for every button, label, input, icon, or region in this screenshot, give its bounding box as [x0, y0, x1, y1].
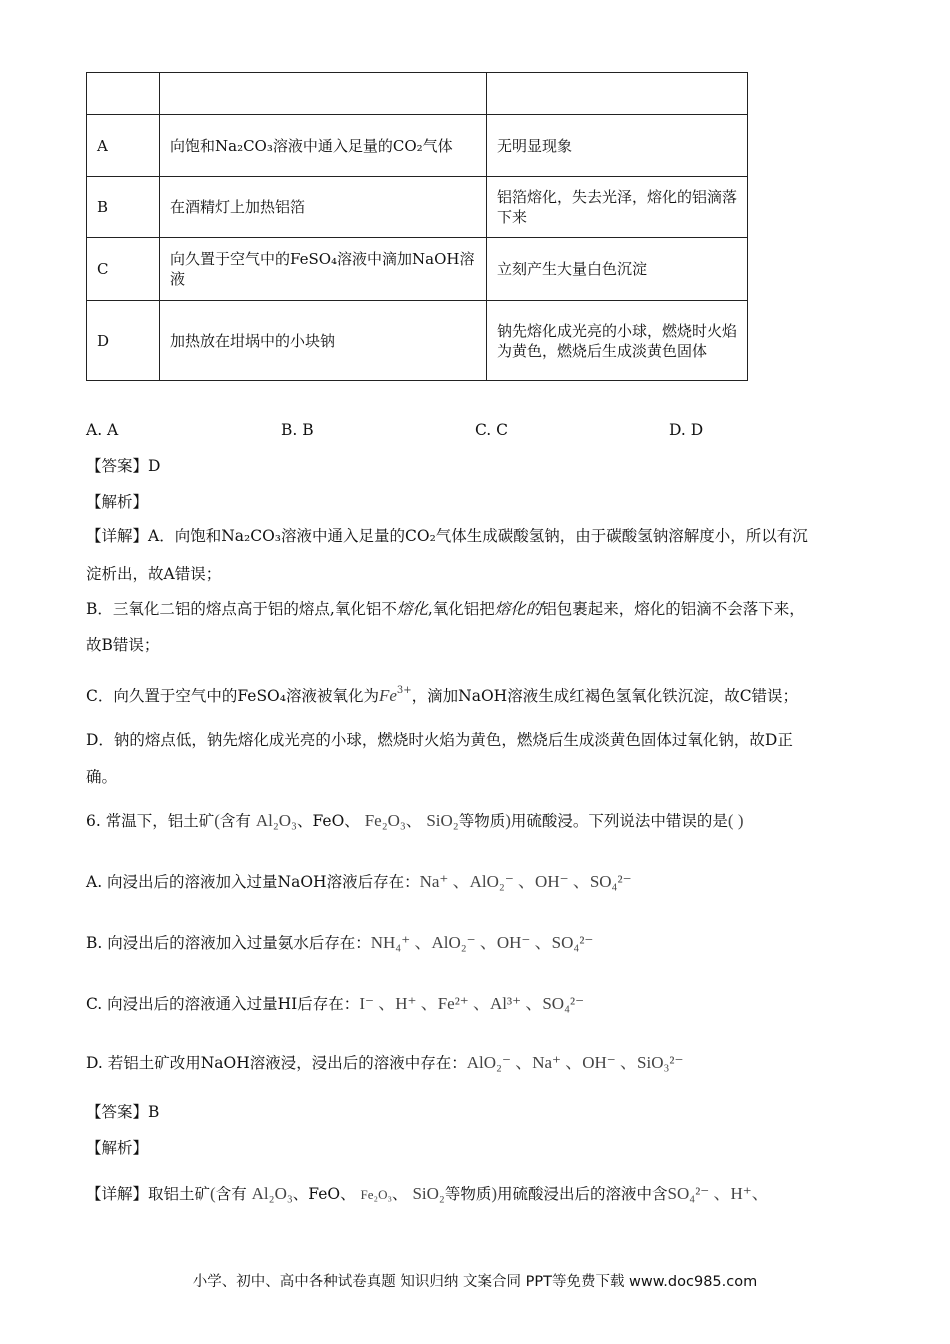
stem-text: 用硫酸浸。下列说法中错误的是 — [510, 812, 728, 830]
q5-detail-c-line — [86, 680, 798, 707]
detail-text: ,氧化铝把 — [427, 600, 495, 618]
ion-list: SO₄²⁻ 、H⁺、 — [667, 1184, 769, 1203]
row-operation: 向久置于空气中的FeSO₄溶液中滴加NaOH溶液 — [160, 238, 487, 301]
row-operation: 在酒精灯上加热铝箔 — [160, 177, 487, 238]
q5-detail-a-line1 — [86, 525, 808, 547]
q5-detail-b-line2: 故B错误； — [86, 636, 160, 654]
answer-blank: ( ) — [727, 811, 744, 830]
q6-option-b — [86, 932, 593, 954]
row-operation: 向饱和Na₂CO₃溶液中通入足量的CO₂气体 — [160, 115, 487, 177]
fe2o3-formula: Fe₂O₃ — [364, 811, 406, 830]
q6-stem — [86, 810, 743, 832]
table-header-cell — [87, 73, 160, 115]
table-header-row — [87, 73, 748, 115]
paren: ( — [210, 1184, 216, 1203]
q5-detail-a-line2: 淀析出，故A错误； — [86, 565, 222, 583]
table-header-cell — [487, 73, 748, 115]
q5-detail-b-line1 — [86, 598, 805, 620]
q5-option-a: A. A — [86, 421, 119, 439]
separator: 、FeO、 — [292, 1185, 356, 1203]
q5-analysis-tag: 【解析】 — [86, 493, 149, 511]
sio2-formula: SiO₂ — [426, 811, 459, 830]
ion-list: NH₄⁺ 、AlO₂⁻ 、OH⁻ 、SO₄²⁻ — [370, 933, 594, 952]
stem-text: 等物质 — [458, 812, 506, 830]
q6-option-a — [86, 871, 632, 893]
q5-option-b: B. B — [281, 421, 314, 439]
row-phenomenon: 钠先熔化成光亮的小球，燃烧时火焰为黄色，燃烧后生成淡黄色固体 — [487, 301, 748, 381]
paren: ( — [214, 811, 220, 830]
table-row — [87, 177, 748, 238]
row-operation: 加热放在坩埚中的小块钠 — [160, 301, 487, 381]
ion-list: Na⁺ 、AlO₂⁻ 、OH⁻ 、SO₄²⁻ — [419, 872, 632, 891]
answer-value: B — [148, 1103, 160, 1121]
option-text: B. 向浸出后的溶液加入过量氨水后存在： — [86, 934, 371, 952]
table-header-cell — [160, 73, 487, 115]
row-label: A — [87, 115, 160, 177]
option-text: D. 若铝土矿改用NaOH溶液浸，浸出后的溶液中存在： — [86, 1054, 467, 1072]
q5-detail-d-line1: D．钠的熔点低，钠先熔化成光亮的小球，燃烧时火焰为黄色，燃烧后生成淡黄色固体过氧化钠，故D正 — [86, 731, 793, 749]
q6-option-c — [86, 993, 584, 1015]
row-label: D — [87, 301, 160, 381]
detail-text-italic: 熔化的 — [494, 600, 542, 618]
row-label: C — [87, 238, 160, 301]
detail-text: B．三氧化二铝的熔点高于铝的熔点,氧化铝不 — [86, 600, 397, 618]
q6-detail-line — [86, 1183, 769, 1206]
detail-tag: 【详解】 — [86, 527, 149, 545]
q6-analysis-tag: 【解析】 — [86, 1139, 149, 1157]
detail-text: ，滴加NaOH溶液生成红褐色氢氧化铁沉淀，故C错误； — [411, 687, 799, 705]
row-phenomenon: 铝箔熔化，失去光泽，熔化的铝滴落下来 — [487, 177, 748, 238]
experiment-table — [86, 72, 748, 381]
detail-text: 等物质 — [444, 1185, 492, 1203]
stem-text: 6. 常温下，铝土矿 — [86, 812, 215, 830]
paren: ) — [491, 1184, 498, 1203]
detail-tag: 【详解】 — [86, 1185, 149, 1203]
al2o3-formula: Al₂O₃ — [251, 1184, 293, 1203]
detail-text: 用硫酸浸出后的溶液中含 — [497, 1185, 668, 1203]
q5-option-c: C. C — [475, 421, 509, 439]
fe-ion-charge: 3+ — [396, 685, 412, 696]
table-row — [87, 238, 748, 301]
detail-text: 铝包裹起来，熔化的铝滴不会落下来， — [541, 600, 805, 618]
detail-text-italic: 熔化 — [396, 600, 428, 618]
q5-answer-line — [86, 455, 160, 477]
fe2o3-formula: Fe₂O₃ — [360, 1187, 392, 1202]
ion-list: I⁻ 、H⁺ 、Fe²⁺ 、Al³⁺ 、SO₄²⁻ — [359, 994, 585, 1013]
row-phenomenon: 无明显现象 — [487, 115, 748, 177]
fe-ion-formula: Fe — [378, 686, 397, 705]
paren: ) — [505, 811, 511, 830]
row-label: B — [87, 177, 160, 238]
page-footer: 小学、初中、高中各种试卷真题 知识归纳 文案合同 PPT等免费下载 www.doc985.com — [192, 1274, 758, 1290]
detail-text: A．向饱和Na₂CO₃溶液中通入足量的CO₂气体生成碳酸氢钠，由于碳酸氢钠溶解度小，所以有沉 — [148, 527, 808, 545]
ion-list: AlO₂⁻ 、Na⁺ 、OH⁻ 、SiO₃²⁻ — [466, 1053, 684, 1072]
option-text: A. 向浸出后的溶液加入过量NaOH溶液后存在： — [86, 873, 420, 891]
separator: 、 — [405, 812, 422, 830]
answer-value: D — [148, 457, 161, 475]
detail-text: 取铝土矿 — [148, 1185, 211, 1203]
table-row — [87, 301, 748, 381]
q6-answer-line — [86, 1101, 159, 1123]
separator: 、 — [391, 1185, 408, 1203]
separator: 、FeO、 — [296, 812, 360, 830]
answer-tag: 【答案】 — [86, 1103, 149, 1121]
al2o3-formula: Al₂O₃ — [255, 811, 297, 830]
row-phenomenon: 立刻产生大量白色沉淀 — [487, 238, 748, 301]
sio2-formula: SiO₂ — [412, 1184, 445, 1203]
stem-text: 含有 — [219, 812, 251, 830]
answer-tag: 【答案】 — [86, 457, 149, 475]
q6-option-d — [86, 1052, 683, 1074]
option-text: C. 向浸出后的溶液通入过量HI后存在： — [86, 995, 360, 1013]
q5-detail-d-line2: 确。 — [86, 768, 118, 786]
table-row — [87, 115, 748, 177]
detail-text: 含有 — [215, 1185, 247, 1203]
detail-text: C．向久置于空气中的FeSO₄溶液被氧化为 — [86, 687, 379, 705]
q5-option-d: D. D — [669, 421, 704, 439]
